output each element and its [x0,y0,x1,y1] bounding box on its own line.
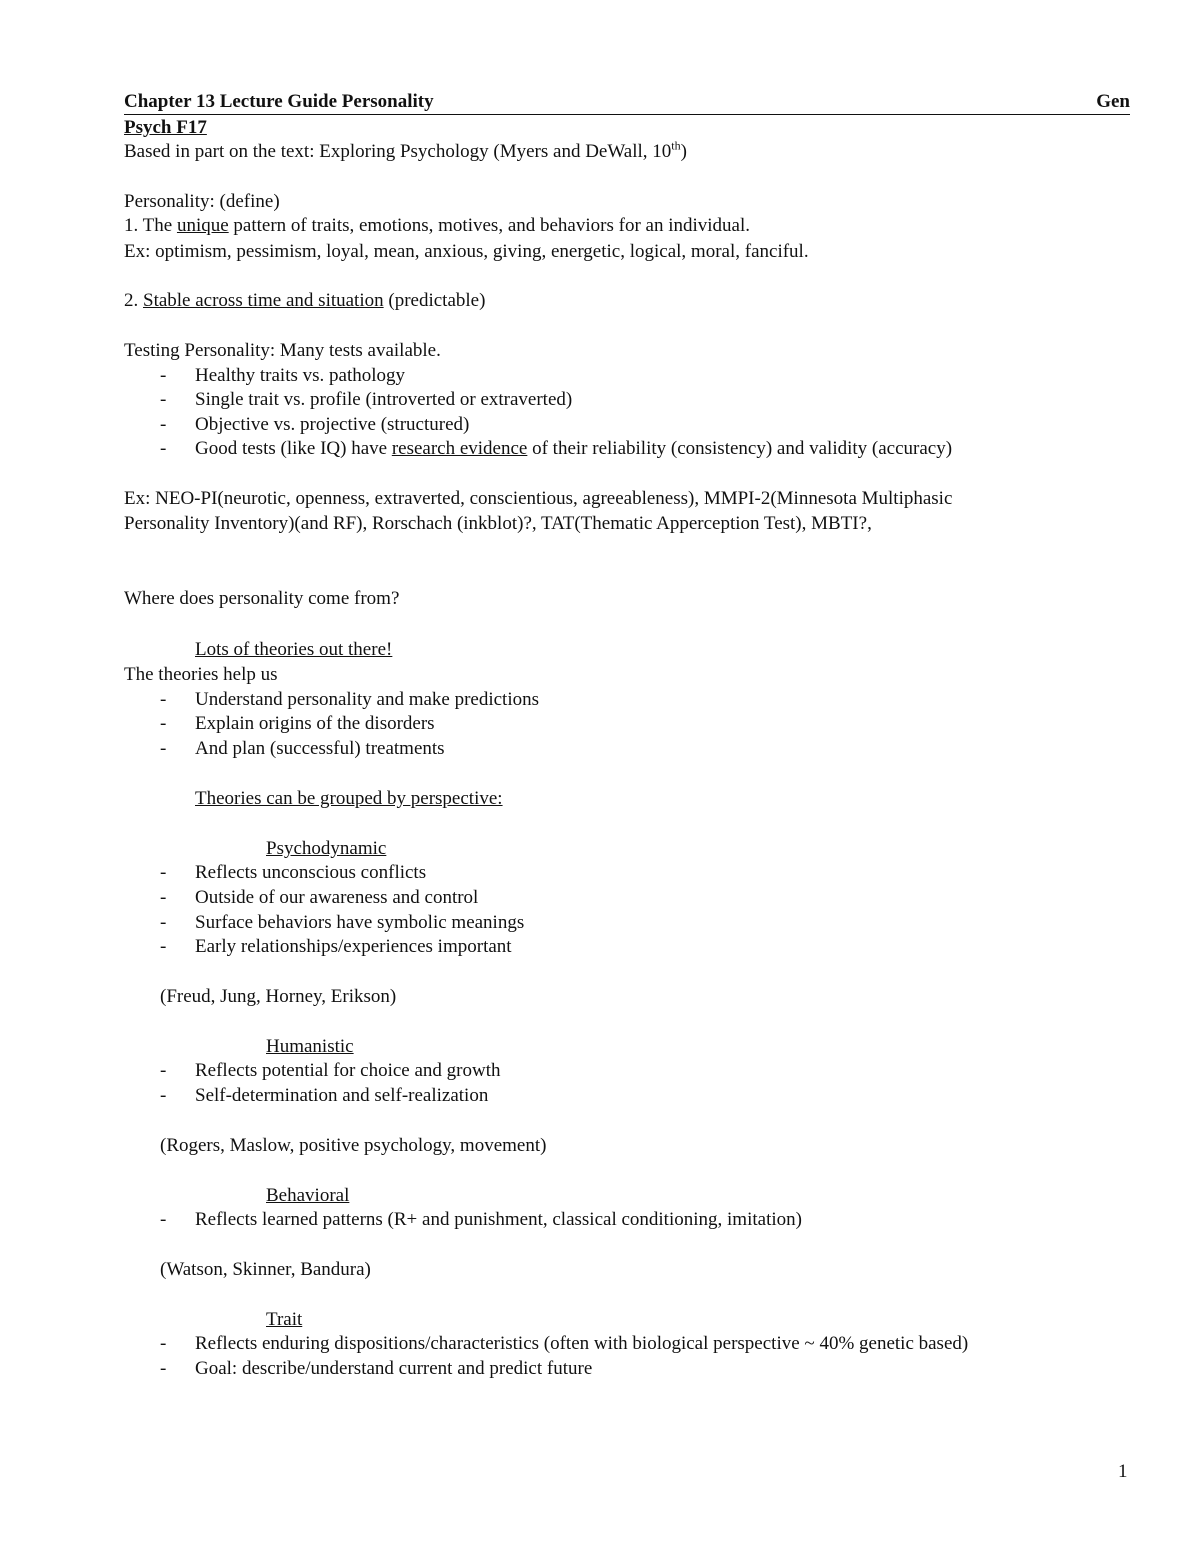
testing-heading: Testing Personality: Many tests available. [124,340,441,361]
title-row [124,90,1130,115]
header-right-text: Gen [1096,91,1130,112]
course-label: Psych F17 [124,117,207,138]
theories-help-line: The theories help us [124,664,278,685]
section-title-psychodynamic: Psychodynamic [266,838,387,859]
tests-example-line-2: Personality Inventory)(and RF), Rorschach (inkblot)?, TAT(Thematic Apperception Test), MBTI?, [124,513,872,534]
psychodynamic-theorists: (Freud, Jung, Horney, Erikson) [160,986,397,1007]
tests-example-line-1: Ex: NEO-PI(neurotic, openness, extraverted, conscientious, agreeableness), MMPI-2(Minnesota Multiphasic [124,488,953,509]
section-title-trait: Trait [266,1309,303,1330]
section-title-humanistic: Humanistic [266,1036,354,1057]
source-line: Based in part on the text: Exploring Psychology (Myers and DeWall, 10th) [124,138,687,162]
page-number: 1 [1118,1461,1128,1482]
section-title-behavioral: Behavioral [266,1185,350,1206]
theories-subheading: Lots of theories out there! [195,639,393,660]
personality-heading: Personality: (define) [124,191,280,212]
humanistic-theorists: (Rogers, Maslow, positive psychology, movement) [160,1135,547,1156]
behavioral-theorists: (Watson, Skinner, Bandura) [160,1259,371,1280]
origins-question: Where does personality come from? [124,588,400,609]
definition-point-1: 1. The unique pattern of traits, emotions, motives, and behaviors for an individual. [124,215,751,236]
personality-example: Ex: optimism, pessimism, loyal, mean, anxious, giving, energetic, logical, moral, fanciful. [124,241,809,262]
document-title: Chapter 13 Lecture Guide Personality [124,91,434,112]
document-page: Chapter 13 Lecture Guide Personality Gen Psych F17 Based in part on the text: Exploring Psychology (Myers and DeWall, 10th) Personality: (define) 1. The unique pattern of traits, emotions, motives, and behaviors for an individual. Ex: optimism, pessimism, loyal, mean, anxious, giving, energetic, logical, moral, fanciful. 2. Stable across time and situation (predictable) Testing Personality: Many tests available. - Healthy traits vs. pathology - Single trait vs. profile (introverted or extraverted) - Objective vs. projective (structured) - Good tests (like IQ) have research evidence of their reliability (consistency) and validity (accuracy) Ex: NEO-PI(neurotic, openness, extraverted, conscientious, agreeableness), MMPI-2(Minnesota Multiphasic Personality Inventory)(and RF), Rorschach (inkblot)?, TAT(Thematic Apperception Test), MBTI?, Where does personality come from? Lots of theories out there! The theories help us - Understand personality and make predictions - Explain origins of the disorders - And plan (successful) treatments Theories can be grouped by perspective: Psychodynamic - Reflects unconscious conflicts - Outside of our awareness and control - Surface behaviors have symbolic meanings - Early relationships/experiences important (Freud, Jung, Horney, Erikson) Humanistic - Reflects potential for choice and growth - Self-determination and self-realization (Rogers, Maslow, positive psychology, movement) Behavioral - Reflects learned patterns (R+ and punishment, classical conditioning, imitation) (Watson, Skinner, Bandura) Trait - Reflects enduring dispositions/characteristics (often with biological perspective ~ 40% genetic based) - Goal: describe/understand current and predict future 1 [124,91,1130,1482]
definition-point-2: 2. Stable across time and situation (predictable) [124,290,486,311]
perspectives-subheading: Theories can be grouped by perspective: [195,788,503,809]
